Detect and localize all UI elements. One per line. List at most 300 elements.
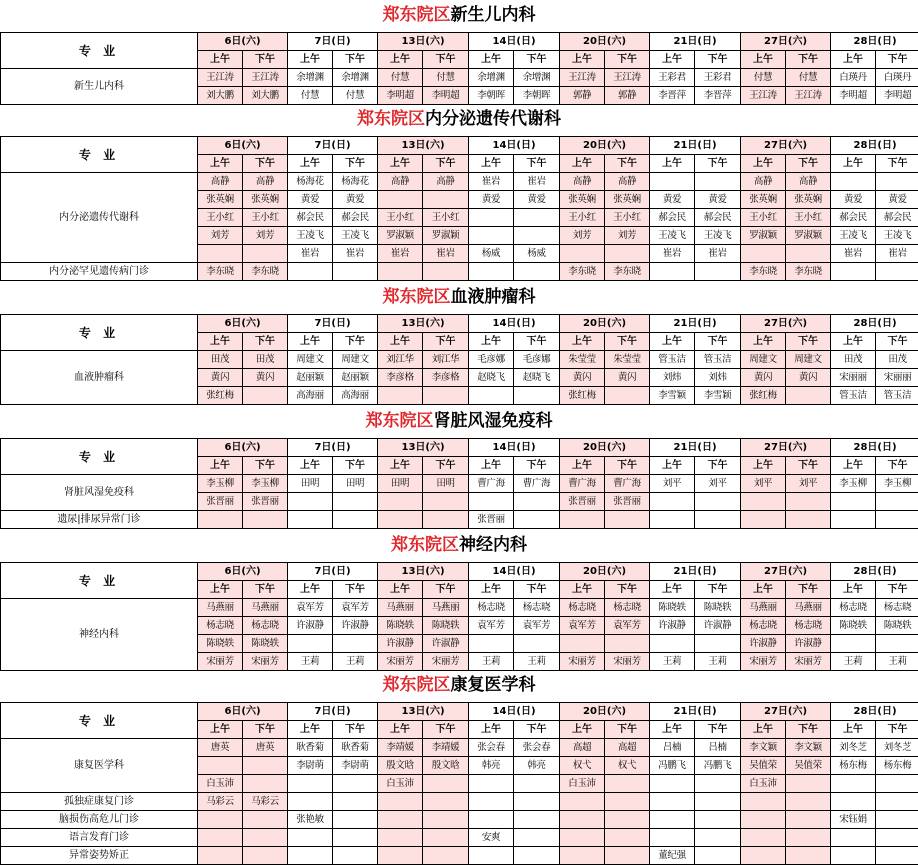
am-header: 上午 bbox=[469, 457, 514, 475]
pm-header: 下午 bbox=[786, 155, 831, 173]
date-header: 28日(日) bbox=[831, 703, 918, 721]
doctor-cell: 杨志晓 bbox=[469, 599, 514, 617]
doctor-cell bbox=[423, 493, 469, 511]
doctor-cell: 宋丽丽 bbox=[831, 369, 876, 387]
doctor-cell bbox=[650, 263, 695, 281]
section-title bbox=[0, 4, 918, 26]
doctor-cell: 王江涛 bbox=[786, 87, 831, 105]
doctor-cell bbox=[469, 209, 514, 227]
doctor-cell: 刘江华 bbox=[423, 351, 469, 369]
doctor-cell: 马彩云 bbox=[243, 793, 288, 811]
doctor-cell bbox=[876, 811, 918, 829]
doctor-cell: 白玉沛 bbox=[560, 775, 605, 793]
doctor-cell bbox=[333, 493, 378, 511]
department-label: 肾脏风湿免疫科 bbox=[1, 475, 198, 511]
schedule-table bbox=[0, 562, 918, 671]
doctor-cell: 曹广海 bbox=[469, 475, 514, 493]
doctor-cell: 许淑静 bbox=[695, 617, 741, 635]
doctor-cell: 余增渊 bbox=[333, 69, 378, 87]
doctor-cell: 王彩君 bbox=[650, 69, 695, 87]
doctor-cell bbox=[831, 635, 876, 653]
date-header: 20日(六) bbox=[560, 33, 650, 51]
pm-header: 下午 bbox=[333, 721, 378, 739]
doctor-cell: 吕楠 bbox=[650, 739, 695, 757]
doctor-cell: 许淑静 bbox=[288, 617, 333, 635]
am-header: 上午 bbox=[288, 333, 333, 351]
table-row bbox=[1, 829, 918, 847]
doctor-cell: 袁军芳 bbox=[333, 599, 378, 617]
am-header: 上午 bbox=[741, 51, 786, 69]
doctor-cell: 刘芳 bbox=[243, 227, 288, 245]
doctor-cell: 黄爱 bbox=[333, 191, 378, 209]
doctor-cell bbox=[876, 493, 918, 511]
doctor-cell bbox=[695, 847, 741, 865]
pm-header: 下午 bbox=[876, 51, 918, 69]
am-header: 上午 bbox=[198, 581, 243, 599]
doctor-cell bbox=[876, 829, 918, 847]
doctor-cell: 宋丽芳 bbox=[605, 653, 650, 671]
doctor-cell: 黄爱 bbox=[695, 191, 741, 209]
am-header: 上午 bbox=[560, 155, 605, 173]
doctor-cell: 郭静 bbox=[605, 87, 650, 105]
table-row bbox=[1, 511, 918, 529]
doctor-cell: 李雪颖 bbox=[650, 387, 695, 405]
doctor-cell bbox=[741, 493, 786, 511]
doctor-cell bbox=[514, 811, 560, 829]
doctor-cell: 王小红 bbox=[605, 209, 650, 227]
doctor-cell: 李彦格 bbox=[423, 369, 469, 387]
doctor-cell: 罗淑颖 bbox=[741, 227, 786, 245]
doctor-cell bbox=[650, 635, 695, 653]
schedule-table bbox=[0, 438, 918, 529]
doctor-cell: 白玉沛 bbox=[741, 775, 786, 793]
doctor-cell: 权弋 bbox=[560, 757, 605, 775]
am-header: 上午 bbox=[469, 333, 514, 351]
doctor-cell: 李玉柳 bbox=[831, 475, 876, 493]
date-header: 7日(日) bbox=[288, 33, 378, 51]
pm-header: 下午 bbox=[423, 581, 469, 599]
doctor-cell bbox=[786, 811, 831, 829]
doctor-cell: 余增渊 bbox=[514, 69, 560, 87]
doctor-cell bbox=[514, 493, 560, 511]
doctor-cell: 王莉 bbox=[831, 653, 876, 671]
pm-header: 下午 bbox=[514, 333, 560, 351]
doctor-cell: 杨志晓 bbox=[831, 599, 876, 617]
pm-header: 下午 bbox=[786, 721, 831, 739]
date-header: 21日(日) bbox=[650, 33, 741, 51]
department-label: 血液肿瘤科 bbox=[1, 351, 198, 405]
doctor-cell bbox=[423, 829, 469, 847]
department-label: 内分泌遗传代谢科 bbox=[1, 173, 198, 263]
doctor-cell bbox=[650, 775, 695, 793]
doctor-cell: 郝会民 bbox=[288, 209, 333, 227]
doctor-cell bbox=[876, 263, 918, 281]
doctor-cell bbox=[514, 209, 560, 227]
doctor-cell bbox=[650, 811, 695, 829]
department-label: 神经内科 bbox=[1, 599, 198, 671]
date-header: 20日(六) bbox=[560, 439, 650, 457]
date-header: 21日(日) bbox=[650, 439, 741, 457]
doctor-cell: 袁军芳 bbox=[288, 599, 333, 617]
doctor-cell: 刘大鹏 bbox=[198, 87, 243, 105]
doctor-cell bbox=[333, 811, 378, 829]
am-header: 上午 bbox=[469, 581, 514, 599]
schedule-table bbox=[0, 314, 918, 405]
table-row bbox=[1, 599, 918, 617]
doctor-cell: 李东晓 bbox=[605, 263, 650, 281]
doctor-cell: 冯鹏飞 bbox=[695, 757, 741, 775]
doctor-cell bbox=[695, 635, 741, 653]
doctor-cell: 杨东梅 bbox=[876, 757, 918, 775]
doctor-cell: 田茂 bbox=[876, 351, 918, 369]
doctor-cell: 刘炜 bbox=[650, 369, 695, 387]
doctor-cell bbox=[423, 847, 469, 865]
pm-header: 下午 bbox=[876, 581, 918, 599]
am-header: 上午 bbox=[741, 581, 786, 599]
doctor-cell bbox=[378, 829, 423, 847]
section-name: 血液肿瘤科 bbox=[450, 287, 536, 307]
date-header: 13日(六) bbox=[378, 563, 469, 581]
doctor-cell bbox=[876, 511, 918, 529]
am-header: 上午 bbox=[741, 721, 786, 739]
date-header: 6日(六) bbox=[198, 703, 288, 721]
date-header-row bbox=[1, 439, 918, 457]
department-label: 遗尿|排尿异常门诊 bbox=[1, 511, 198, 529]
date-header: 13日(六) bbox=[378, 137, 469, 155]
doctor-cell: 曹广海 bbox=[514, 475, 560, 493]
pm-header: 下午 bbox=[243, 333, 288, 351]
am-header: 上午 bbox=[469, 721, 514, 739]
doctor-cell: 王莉 bbox=[650, 653, 695, 671]
doctor-cell: 吕楠 bbox=[695, 739, 741, 757]
pm-header: 下午 bbox=[605, 155, 650, 173]
pm-header: 下午 bbox=[243, 581, 288, 599]
doctor-cell bbox=[741, 847, 786, 865]
pm-header: 下午 bbox=[695, 721, 741, 739]
specialty-header: 专 业 bbox=[1, 137, 198, 173]
doctor-cell bbox=[514, 793, 560, 811]
date-header: 21日(日) bbox=[650, 563, 741, 581]
doctor-cell: 周建文 bbox=[288, 351, 333, 369]
doctor-cell: 刘芳 bbox=[198, 227, 243, 245]
am-header: 上午 bbox=[831, 721, 876, 739]
date-header: 7日(日) bbox=[288, 315, 378, 333]
doctor-cell: 黄闪 bbox=[786, 369, 831, 387]
doctor-cell bbox=[469, 847, 514, 865]
doctor-cell bbox=[423, 387, 469, 405]
doctor-cell: 刘江华 bbox=[378, 351, 423, 369]
date-header: 14日(日) bbox=[469, 137, 560, 155]
doctor-cell: 田明 bbox=[378, 475, 423, 493]
doctor-cell: 田明 bbox=[333, 475, 378, 493]
am-header: 上午 bbox=[831, 155, 876, 173]
doctor-cell: 李明超 bbox=[423, 87, 469, 105]
pm-header: 下午 bbox=[695, 333, 741, 351]
section-title bbox=[0, 410, 918, 432]
doctor-cell: 李东晓 bbox=[786, 263, 831, 281]
date-header: 28日(日) bbox=[831, 137, 918, 155]
doctor-cell: 王江涛 bbox=[560, 69, 605, 87]
specialty-header: 专 业 bbox=[1, 563, 198, 599]
doctor-cell: 李玉柳 bbox=[876, 475, 918, 493]
doctor-cell: 王小红 bbox=[786, 209, 831, 227]
am-header: 上午 bbox=[378, 51, 423, 69]
doctor-cell: 陈晓轶 bbox=[198, 635, 243, 653]
pm-header: 下午 bbox=[695, 155, 741, 173]
pm-header: 下午 bbox=[243, 457, 288, 475]
doctor-cell: 白玉沛 bbox=[378, 775, 423, 793]
date-header: 13日(六) bbox=[378, 315, 469, 333]
doctor-cell bbox=[243, 811, 288, 829]
doctor-cell: 崔岩 bbox=[469, 173, 514, 191]
schedule-table bbox=[0, 702, 918, 865]
date-header: 27日(六) bbox=[741, 315, 831, 333]
section-title bbox=[0, 108, 918, 130]
doctor-cell: 郝会民 bbox=[695, 209, 741, 227]
doctor-cell bbox=[650, 493, 695, 511]
doctor-cell: 付慧 bbox=[333, 87, 378, 105]
pm-header: 下午 bbox=[423, 155, 469, 173]
doctor-cell: 杨志晓 bbox=[786, 617, 831, 635]
doctor-cell: 王凌飞 bbox=[831, 227, 876, 245]
doctor-cell: 黄闪 bbox=[560, 369, 605, 387]
doctor-cell: 李雪颖 bbox=[695, 387, 741, 405]
doctor-cell: 刘冬芝 bbox=[831, 739, 876, 757]
doctor-cell: 刘炜 bbox=[695, 369, 741, 387]
table-row bbox=[1, 811, 918, 829]
doctor-cell: 许淑静 bbox=[650, 617, 695, 635]
doctor-cell: 黄闪 bbox=[741, 369, 786, 387]
doctor-cell bbox=[514, 775, 560, 793]
pm-header: 下午 bbox=[605, 51, 650, 69]
doctor-cell bbox=[514, 387, 560, 405]
doctor-cell: 王小红 bbox=[741, 209, 786, 227]
doctor-cell: 周建文 bbox=[741, 351, 786, 369]
doctor-cell bbox=[695, 173, 741, 191]
doctor-cell: 李朝晖 bbox=[469, 87, 514, 105]
doctor-cell bbox=[695, 811, 741, 829]
date-header: 7日(日) bbox=[288, 137, 378, 155]
doctor-cell: 杨志晓 bbox=[243, 617, 288, 635]
doctor-cell bbox=[423, 191, 469, 209]
pm-header: 下午 bbox=[786, 581, 831, 599]
pm-header: 下午 bbox=[333, 333, 378, 351]
doctor-cell: 余增渊 bbox=[469, 69, 514, 87]
date-header: 20日(六) bbox=[560, 703, 650, 721]
doctor-cell bbox=[198, 829, 243, 847]
doctor-cell: 付慧 bbox=[378, 69, 423, 87]
am-header: 上午 bbox=[560, 581, 605, 599]
doctor-cell: 刘平 bbox=[695, 475, 741, 493]
doctor-cell: 许淑静 bbox=[786, 635, 831, 653]
doctor-cell: 耿香菊 bbox=[333, 739, 378, 757]
date-header-row bbox=[1, 315, 918, 333]
doctor-cell: 马燕丽 bbox=[423, 599, 469, 617]
am-header: 上午 bbox=[560, 51, 605, 69]
doctor-cell bbox=[605, 811, 650, 829]
doctor-cell: 高静 bbox=[423, 173, 469, 191]
doctor-cell bbox=[560, 829, 605, 847]
am-header: 上午 bbox=[288, 51, 333, 69]
am-header: 上午 bbox=[650, 51, 695, 69]
doctor-cell: 李晋萍 bbox=[650, 87, 695, 105]
doctor-cell: 杨威 bbox=[469, 245, 514, 263]
doctor-cell: 张英娴 bbox=[605, 191, 650, 209]
doctor-cell: 许淑静 bbox=[378, 635, 423, 653]
pm-header: 下午 bbox=[514, 51, 560, 69]
doctor-cell: 赵晓飞 bbox=[469, 369, 514, 387]
doctor-cell: 袁军芳 bbox=[605, 617, 650, 635]
doctor-cell bbox=[560, 793, 605, 811]
doctor-cell bbox=[288, 829, 333, 847]
campus-name: 郑东院区 bbox=[382, 287, 451, 307]
doctor-cell bbox=[560, 847, 605, 865]
doctor-cell bbox=[514, 847, 560, 865]
doctor-cell: 周建文 bbox=[333, 351, 378, 369]
doctor-cell: 高海丽 bbox=[333, 387, 378, 405]
date-header: 28日(日) bbox=[831, 563, 918, 581]
doctor-cell: 刘芳 bbox=[605, 227, 650, 245]
am-header: 上午 bbox=[469, 155, 514, 173]
doctor-cell: 王莉 bbox=[333, 653, 378, 671]
doctor-cell bbox=[786, 387, 831, 405]
date-header: 13日(六) bbox=[378, 33, 469, 51]
doctor-cell: 陈晓轶 bbox=[695, 599, 741, 617]
doctor-cell bbox=[876, 847, 918, 865]
campus-name: 郑东院区 bbox=[382, 675, 451, 695]
doctor-cell: 高静 bbox=[786, 173, 831, 191]
doctor-cell: 李靖媛 bbox=[378, 739, 423, 757]
table-row bbox=[1, 263, 918, 281]
doctor-cell: 宋丽丽 bbox=[876, 369, 918, 387]
section-name: 新生儿内科 bbox=[450, 5, 536, 25]
doctor-cell: 周建文 bbox=[786, 351, 831, 369]
date-header: 14日(日) bbox=[469, 315, 560, 333]
doctor-cell bbox=[560, 511, 605, 529]
doctor-cell: 张晋丽 bbox=[469, 511, 514, 529]
section-name: 神经内科 bbox=[459, 535, 527, 555]
doctor-cell: 崔岩 bbox=[876, 245, 918, 263]
doctor-cell bbox=[605, 775, 650, 793]
doctor-cell: 王彩君 bbox=[695, 69, 741, 87]
section-name: 肾脏风湿免疫科 bbox=[433, 411, 553, 431]
doctor-cell bbox=[876, 635, 918, 653]
date-header: 27日(六) bbox=[741, 563, 831, 581]
doctor-cell: 马燕丽 bbox=[243, 599, 288, 617]
doctor-cell bbox=[695, 511, 741, 529]
doctor-cell bbox=[831, 793, 876, 811]
am-header: 上午 bbox=[741, 457, 786, 475]
doctor-cell: 刘平 bbox=[650, 475, 695, 493]
doctor-cell: 王莉 bbox=[695, 653, 741, 671]
doctor-cell: 余增渊 bbox=[288, 69, 333, 87]
am-header: 上午 bbox=[378, 457, 423, 475]
doctor-cell: 李明超 bbox=[378, 87, 423, 105]
doctor-cell: 崔岩 bbox=[514, 173, 560, 191]
doctor-cell: 安爽 bbox=[469, 829, 514, 847]
doctor-cell: 毛彦娜 bbox=[469, 351, 514, 369]
doctor-cell: 黄爱 bbox=[650, 191, 695, 209]
am-header: 上午 bbox=[831, 581, 876, 599]
doctor-cell: 殷文晗 bbox=[423, 757, 469, 775]
doctor-cell bbox=[786, 511, 831, 529]
doctor-cell: 李明超 bbox=[876, 87, 918, 105]
doctor-cell bbox=[741, 511, 786, 529]
pm-header: 下午 bbox=[423, 333, 469, 351]
doctor-cell: 赵晓飞 bbox=[514, 369, 560, 387]
doctor-cell bbox=[695, 493, 741, 511]
doctor-cell: 宋丽芳 bbox=[378, 653, 423, 671]
doctor-cell: 罗淑颖 bbox=[786, 227, 831, 245]
section-title bbox=[0, 286, 918, 308]
date-header: 6日(六) bbox=[198, 33, 288, 51]
date-header-row bbox=[1, 33, 918, 51]
am-header: 上午 bbox=[198, 51, 243, 69]
doctor-cell: 黄闪 bbox=[198, 369, 243, 387]
campus-name: 郑东院区 bbox=[357, 109, 425, 129]
pm-header: 下午 bbox=[876, 721, 918, 739]
date-header: 21日(日) bbox=[650, 703, 741, 721]
date-header: 20日(六) bbox=[560, 137, 650, 155]
am-header: 上午 bbox=[378, 333, 423, 351]
doctor-cell bbox=[605, 847, 650, 865]
am-header: 上午 bbox=[288, 457, 333, 475]
doctor-cell: 管玉洁 bbox=[650, 351, 695, 369]
doctor-cell bbox=[198, 245, 243, 263]
doctor-cell: 王凌飞 bbox=[333, 227, 378, 245]
doctor-cell bbox=[514, 511, 560, 529]
am-header: 上午 bbox=[560, 721, 605, 739]
department-label: 孤独症康复门诊 bbox=[1, 793, 198, 811]
date-header: 7日(日) bbox=[288, 563, 378, 581]
doctor-cell bbox=[469, 635, 514, 653]
doctor-cell: 黄闪 bbox=[243, 369, 288, 387]
doctor-cell bbox=[831, 263, 876, 281]
doctor-cell: 郝会民 bbox=[831, 209, 876, 227]
doctor-cell bbox=[695, 793, 741, 811]
doctor-cell bbox=[288, 793, 333, 811]
date-header-row bbox=[1, 137, 918, 155]
doctor-cell bbox=[650, 173, 695, 191]
doctor-cell bbox=[786, 847, 831, 865]
date-header-row bbox=[1, 563, 918, 581]
doctor-cell: 黄爱 bbox=[288, 191, 333, 209]
doctor-cell: 袁军芳 bbox=[560, 617, 605, 635]
doctor-cell: 刘平 bbox=[786, 475, 831, 493]
doctor-cell: 张晋丽 bbox=[198, 493, 243, 511]
doctor-cell: 董纪强 bbox=[650, 847, 695, 865]
date-header: 28日(日) bbox=[831, 33, 918, 51]
doctor-cell: 王莉 bbox=[288, 653, 333, 671]
doctor-cell bbox=[831, 493, 876, 511]
campus-name: 郑东院区 bbox=[382, 5, 451, 25]
doctor-cell: 马燕丽 bbox=[198, 599, 243, 617]
doctor-cell bbox=[469, 793, 514, 811]
am-header: 上午 bbox=[831, 51, 876, 69]
section-name: 康复医学科 bbox=[450, 675, 536, 695]
pm-header: 下午 bbox=[695, 581, 741, 599]
doctor-cell bbox=[695, 829, 741, 847]
doctor-cell: 吴值荣 bbox=[741, 757, 786, 775]
doctor-cell bbox=[288, 635, 333, 653]
doctor-cell bbox=[469, 227, 514, 245]
doctor-cell: 王小红 bbox=[560, 209, 605, 227]
doctor-cell: 宋丽芳 bbox=[423, 653, 469, 671]
doctor-cell bbox=[288, 493, 333, 511]
doctor-cell: 郝会民 bbox=[333, 209, 378, 227]
doctor-cell: 杨志晓 bbox=[560, 599, 605, 617]
doctor-cell bbox=[469, 387, 514, 405]
